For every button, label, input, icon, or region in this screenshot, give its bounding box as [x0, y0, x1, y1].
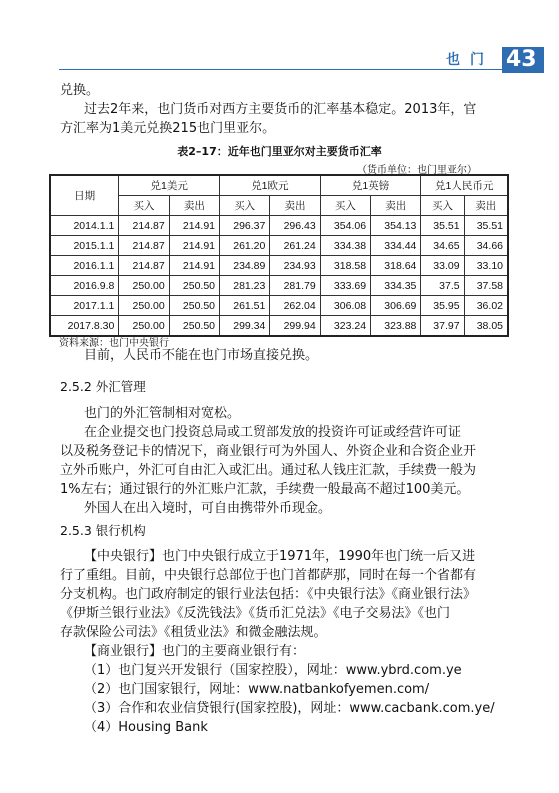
rate-cell: 35.51 — [464, 216, 508, 236]
paragraph-line: 1%左右；通过银行的外汇账户汇款，手续费一般最高不超过100美元。 — [60, 482, 470, 497]
currency-header: 兑1欧元 — [220, 175, 321, 196]
rate-cell: 214.87 — [119, 256, 169, 276]
rate-cell: 33.10 — [464, 256, 508, 276]
table-row — [50, 296, 508, 316]
sub-header: 买入 — [119, 196, 169, 216]
table-source: 资料来源：也门中央银行 — [59, 338, 169, 349]
paragraph-line: 分支机构。也门政府制定的银行业法包括：《中央银行法》《商业银行法》 — [60, 587, 477, 602]
rate-cell: 250.50 — [169, 276, 219, 296]
rate-cell: 214.91 — [169, 256, 219, 276]
bank-list-item: （3）合作和农业信贷银行(国家控股)，网址：www.cacbank.com.ye/ — [84, 701, 495, 716]
rate-cell: 318.64 — [371, 256, 421, 276]
rate-cell: 214.91 — [169, 216, 219, 236]
rate-cell: 296.37 — [220, 216, 270, 236]
bank-list-item: （1）也门复兴开发银行（国家控股），网址：www.ybrd.com.ye — [84, 663, 462, 678]
rate-cell: 250.50 — [169, 316, 219, 337]
currency-header: 兑1人民币元 — [421, 175, 508, 196]
rate-cell: 38.05 — [464, 316, 508, 337]
table-header-row — [50, 175, 508, 196]
rate-cell: 37.58 — [464, 276, 508, 296]
rate-cell: 36.02 — [464, 296, 508, 316]
section-heading: 2.5.2 外汇管理 — [60, 379, 146, 394]
table-row — [50, 256, 508, 276]
rate-cell: 250.00 — [119, 316, 169, 337]
date-cell: 2016.1.1 — [50, 256, 119, 276]
rate-cell: 306.69 — [371, 296, 421, 316]
table-title: 表2–17：近年也门里亚尔对主要货币汇率 — [177, 145, 382, 158]
sub-header: 卖出 — [169, 196, 219, 216]
paragraph-line: 在企业提交也门投资总局或工贸部发放的投资许可证或经营许可证 — [84, 425, 462, 440]
paragraph-line: 方汇率为1美元兑换215也门里亚尔。 — [60, 121, 276, 136]
rate-cell: 333.69 — [320, 276, 370, 296]
rate-cell: 354.13 — [371, 216, 421, 236]
currency-header: 兑1美元 — [119, 175, 220, 196]
bank-list-item: （2）也门国家银行，网址：www.natbankofyemen.com/ — [84, 682, 430, 697]
rate-cell: 261.20 — [220, 236, 270, 256]
rate-cell: 214.91 — [169, 236, 219, 256]
paragraph-line: 存款保险公司法》《租赁业法》和微金融法规。 — [60, 625, 327, 640]
date-header: 日期 — [50, 175, 119, 216]
table-unit: （货币单位：也门里亚尔） — [357, 165, 477, 176]
date-cell: 2017.1.1 — [50, 296, 119, 316]
rate-cell: 323.24 — [320, 316, 370, 337]
rate-cell: 34.66 — [464, 236, 508, 256]
rate-cell: 250.00 — [119, 296, 169, 316]
paragraph: 外国人在出入境时，可自由携带外币现金。 — [84, 501, 332, 516]
rate-cell: 306.08 — [320, 296, 370, 316]
rate-cell: 234.89 — [220, 256, 270, 276]
date-cell: 2017.8.30 — [50, 316, 119, 337]
rate-cell: 34.65 — [421, 236, 464, 256]
exchange-rate-table — [49, 174, 509, 337]
table-subheader-row — [50, 196, 508, 216]
table-row — [50, 276, 508, 296]
rate-cell: 334.38 — [320, 236, 370, 256]
paragraph-line: 行了重组。目前，中央银行总部位于也门首都萨那，同时在每一个省都有 — [60, 568, 477, 583]
rate-cell: 250.50 — [169, 296, 219, 316]
paragraph-line: 过去2年来，也门货币对西方主要货币的汇率基本稳定。2013年，官 — [84, 102, 477, 117]
rate-cell: 37.97 — [421, 316, 464, 337]
header-rule — [59, 69, 502, 70]
paragraph-line: 以及税务登记卡的情况下，商业银行可为外国人、外资企业和合资企业开 — [60, 444, 477, 459]
paragraph: 【商业银行】也门的主要商业银行有： — [84, 644, 306, 659]
sub-header: 卖出 — [270, 196, 320, 216]
paragraph: 目前，人民币不能在也门市场直接兑换。 — [84, 348, 319, 363]
table-row — [50, 236, 508, 256]
rate-cell: 262.04 — [270, 296, 320, 316]
paragraph-line: 兑换。 — [60, 83, 100, 98]
rate-cell: 214.87 — [119, 236, 169, 256]
paragraph-line: 【中央银行】也门中央银行成立于1971年，1990年也门统一后又进 — [84, 549, 476, 564]
rate-cell: 261.51 — [220, 296, 270, 316]
rate-cell: 281.23 — [220, 276, 270, 296]
table-row — [50, 316, 508, 337]
rate-cell: 33.09 — [421, 256, 464, 276]
paragraph-line: 《伊斯兰银行业法》《反洗钱法》《货币汇兑法》《电子交易法》《也门 — [60, 606, 451, 621]
table-row — [50, 216, 508, 236]
rate-cell: 334.44 — [371, 236, 421, 256]
rate-cell: 334.35 — [371, 276, 421, 296]
sub-header: 买入 — [320, 196, 370, 216]
sub-header: 卖出 — [371, 196, 421, 216]
date-cell: 2016.9.8 — [50, 276, 119, 296]
rate-cell: 299.94 — [270, 316, 320, 337]
rate-cell: 299.34 — [220, 316, 270, 337]
running-header-title: 也门 — [446, 52, 494, 68]
rate-cell: 35.51 — [421, 216, 464, 236]
date-cell: 2014.1.1 — [50, 216, 119, 236]
rate-cell: 281.79 — [270, 276, 320, 296]
rate-cell: 354.06 — [320, 216, 370, 236]
rate-cell: 296.43 — [270, 216, 320, 236]
date-cell: 2015.1.1 — [50, 236, 119, 256]
rate-cell: 323.88 — [371, 316, 421, 337]
sub-header: 卖出 — [464, 196, 508, 216]
rate-cell: 234.93 — [270, 256, 320, 276]
rate-cell: 214.87 — [119, 216, 169, 236]
paragraph: 也门的外汇管制相对宽松。 — [84, 406, 241, 421]
rate-cell: 318.58 — [320, 256, 370, 276]
section-heading: 2.5.3 银行机构 — [60, 523, 146, 538]
currency-header: 兑1英镑 — [320, 175, 421, 196]
rate-cell: 250.00 — [119, 276, 169, 296]
rate-cell: 261.24 — [270, 236, 320, 256]
sub-header: 买入 — [220, 196, 270, 216]
sub-header: 买入 — [421, 196, 464, 216]
paragraph-line: 立外币账户，外汇可自由汇入或汇出。通过私人钱庄汇款，手续费一般为 — [60, 463, 477, 478]
bank-list-item: （4）Housing Bank — [84, 720, 208, 735]
page-number: 43 — [506, 47, 537, 72]
rate-cell: 37.5 — [421, 276, 464, 296]
rate-cell: 35.95 — [421, 296, 464, 316]
